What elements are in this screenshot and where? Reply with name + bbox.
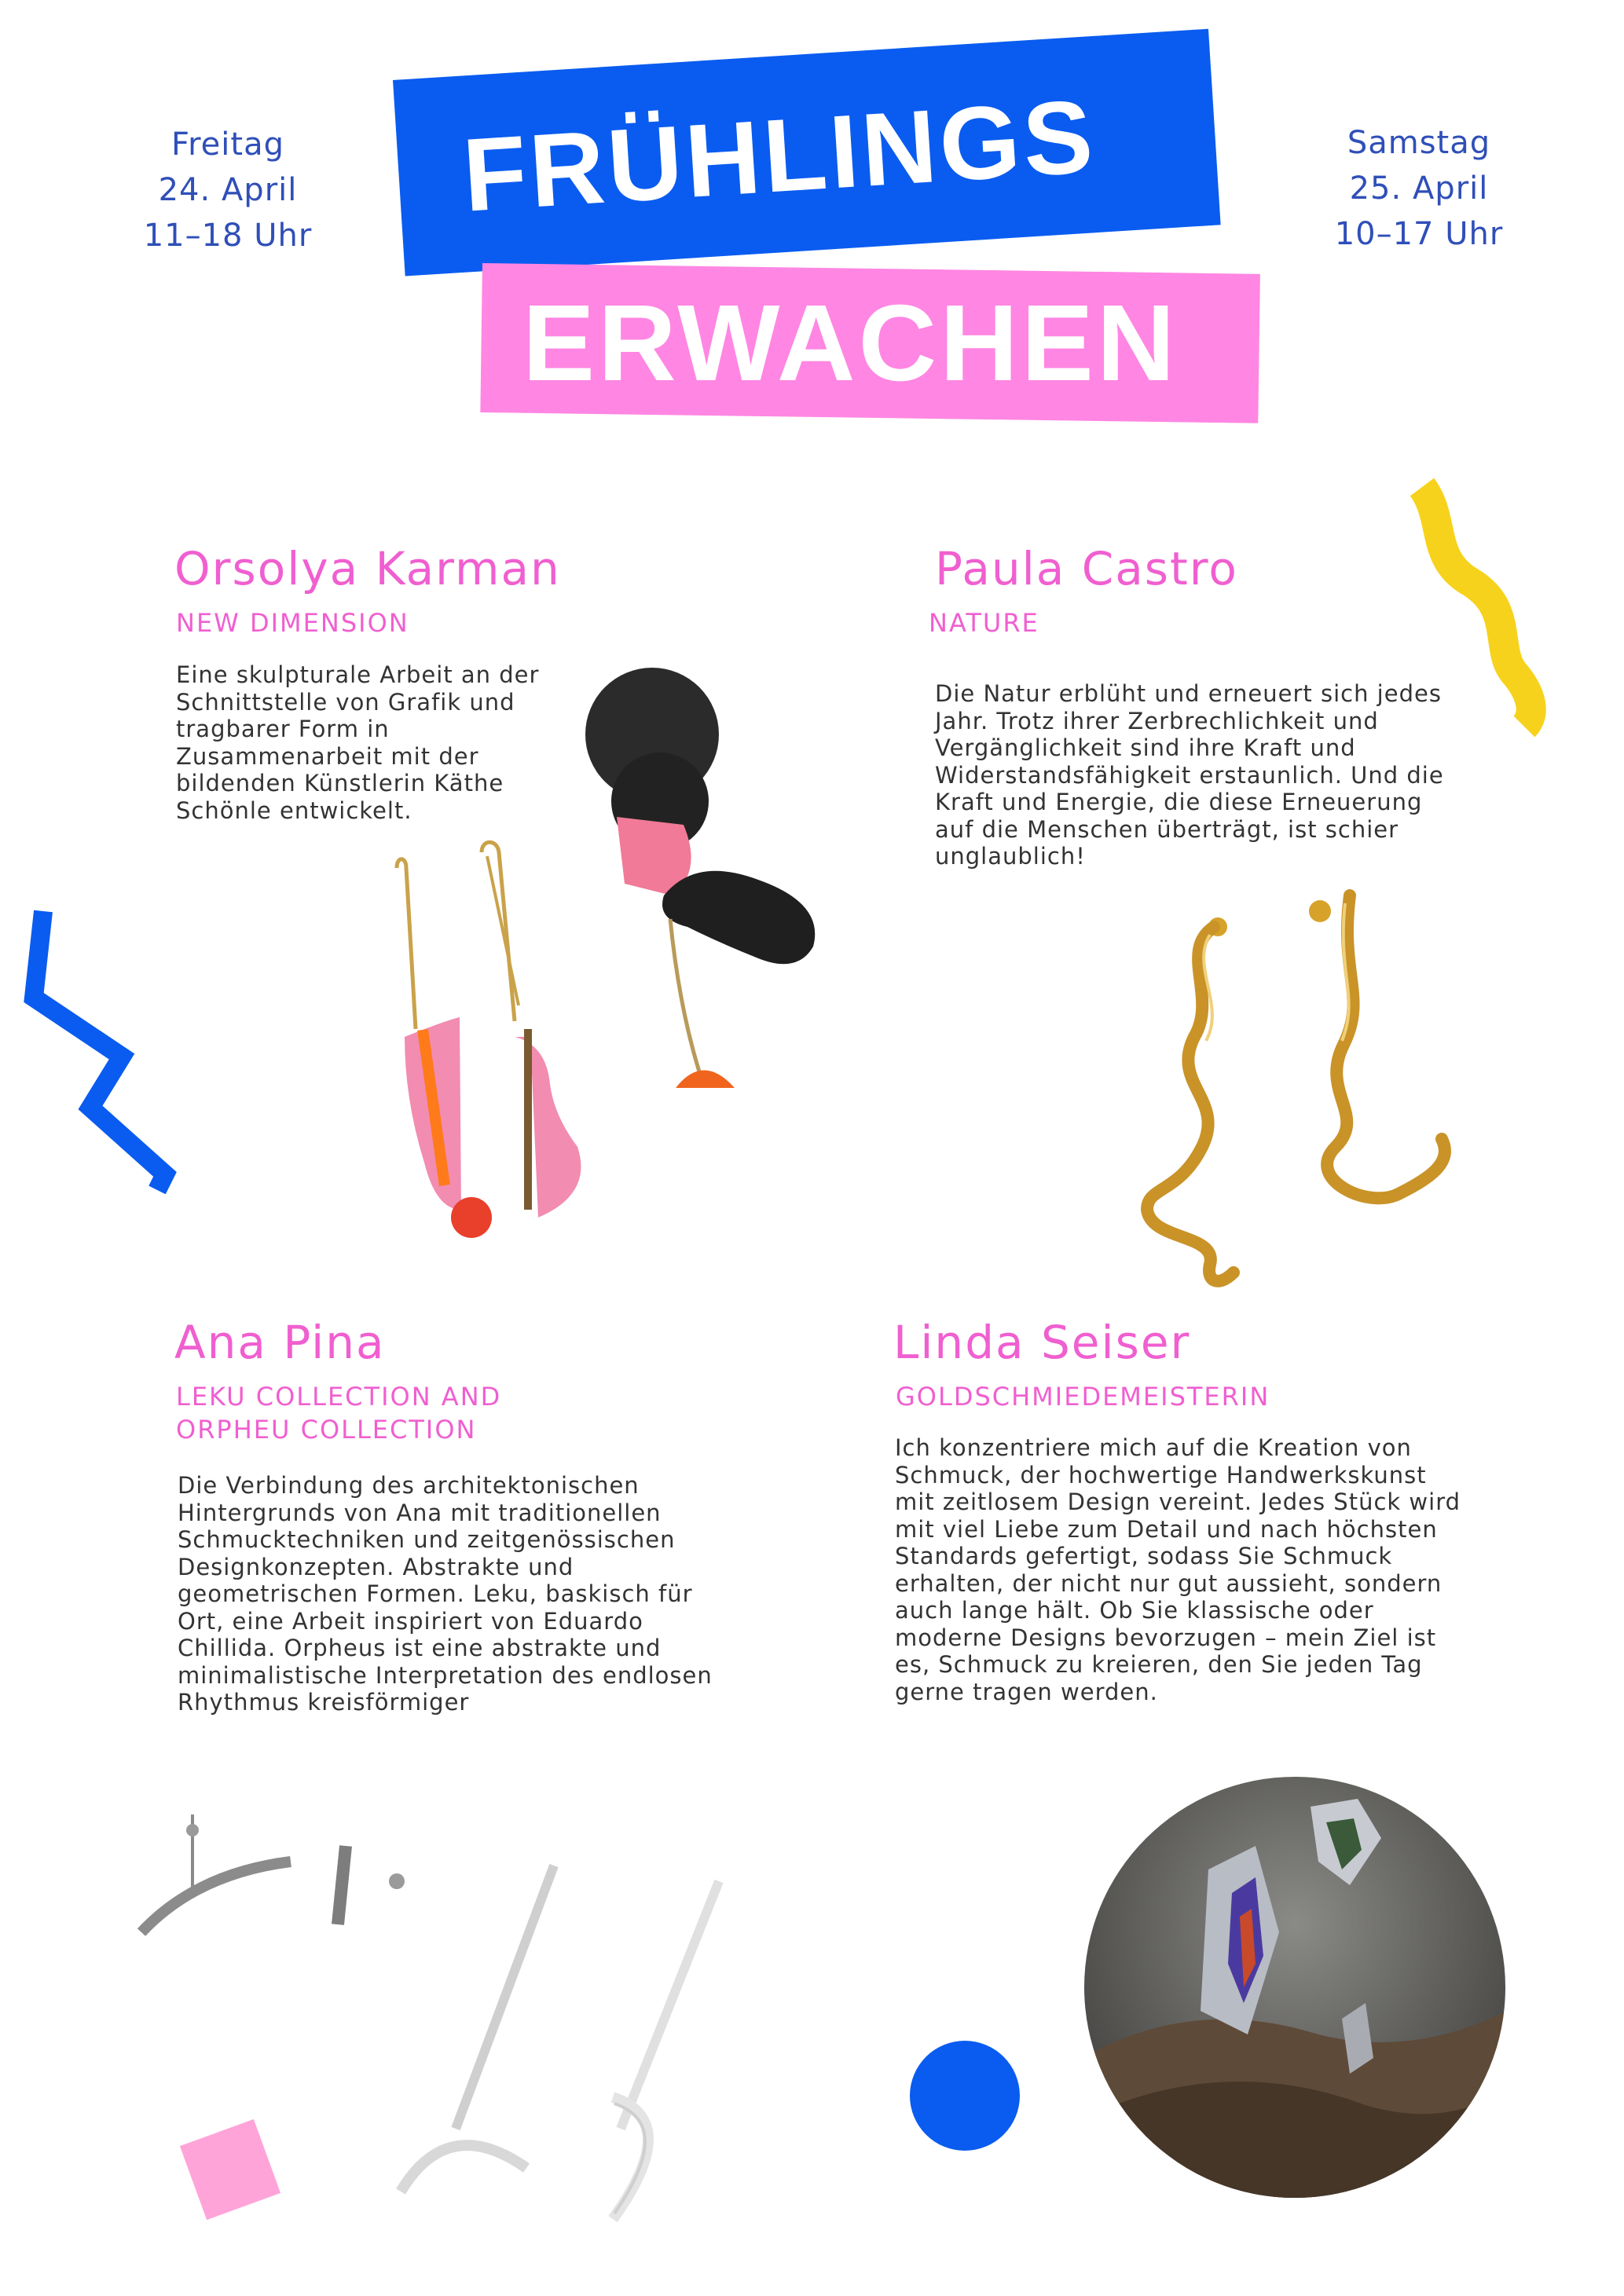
date-friday-hours: 11–18 Uhr — [143, 218, 313, 254]
collection-new-dimension: NEW DIMENSION — [176, 608, 409, 638]
artist-name-paula-castro: Paula Castro — [935, 542, 1238, 595]
artist-name-orsolya-karman: Orsolya Karman — [174, 542, 561, 595]
jewelry-photo-linda-seiser — [1083, 1775, 1507, 2199]
jewelry-photo-ana-pina — [134, 1799, 762, 2239]
collection-orpheu: ORPHEU COLLECTION — [176, 1415, 477, 1445]
title-line-2: ERWACHEN — [522, 283, 1179, 404]
title-line-1: FRÜHLINGS — [460, 78, 1099, 233]
date-friday-day: Freitag — [171, 126, 284, 163]
date-saturday — [1317, 120, 1521, 257]
date-saturday-date: 25. April — [1349, 170, 1489, 207]
blue-dot-decoration — [910, 2041, 1020, 2151]
date-saturday-hours: 10–17 Uhr — [1334, 216, 1504, 252]
collection-nature: NATURE — [929, 608, 1039, 638]
jewelry-photo-orsolya-karman — [389, 660, 841, 1249]
artist-description-linda-seiser: Ich konzentriere mich auf die Kreation von Schmuck, der hochwertige Handwerkskunst mit zeitlosem Design vereint. Jedes Stück wird mit viel Liebe zum Detail und nach höchsten Standards gefertigt, sodass Sie Schmuck erhalten, der nicht nur gut aussieht, sondern auch lange hält. Ob Sie klassische oder moderne Designs bevorzugen – mein Ziel ist es, Schmuck zu kreieren, den Sie jeden Tag gerne tragen werden. — [895, 1434, 1461, 1705]
artist-description-ana-pina: Die Verbindung des architektonischen Hintergrunds von Ana mit traditionellen Schmucktechniken und zeitgenössischen Designkonzepten. Abstrakte und geometrischen Formen. Leku, baskisch für Ort, eine Arbeit inspiriert von Eduardo Chillida. Orpheus ist eine abstrakte und minimalistische Interpretation des endlosen Rhythmus kreisförmiger — [178, 1472, 713, 1716]
collection-goldschmiedemeisterin: GOLDSCHMIEDEMEISTERIN — [896, 1382, 1270, 1412]
date-friday — [126, 122, 330, 258]
artist-name-ana-pina: Ana Pina — [174, 1316, 386, 1369]
artist-description-orsolya-karman: Eine skulpturale Arbeit an der Schnittstelle von Grafik und tragbarer Form in Zusammenarbeit mit der bildenden Künstlerin Käthe Schönle entwickelt. — [176, 661, 540, 824]
jewelry-photo-paula-castro — [1131, 880, 1469, 1288]
date-saturday-day: Samstag — [1347, 125, 1491, 161]
date-friday-date: 24. April — [158, 172, 298, 208]
artist-name-linda-seiser: Linda Seiser — [893, 1316, 1191, 1369]
artist-description-paula-castro: Die Natur erblüht und erneuert sich jedes Jahr. Trotz ihrer Zerbrechlichkeit und Vergänglichkeit sind ihre Kraft und Widerstandsfähigkeit erstaunlich. Und die Kraft und Energie, die diese Erneuerung auf die Menschen überträgt, ist schier unglaublich! — [935, 680, 1444, 870]
blue-zigzag-decoration — [20, 903, 185, 1194]
collection-leku: LEKU COLLECTION AND — [176, 1382, 502, 1412]
